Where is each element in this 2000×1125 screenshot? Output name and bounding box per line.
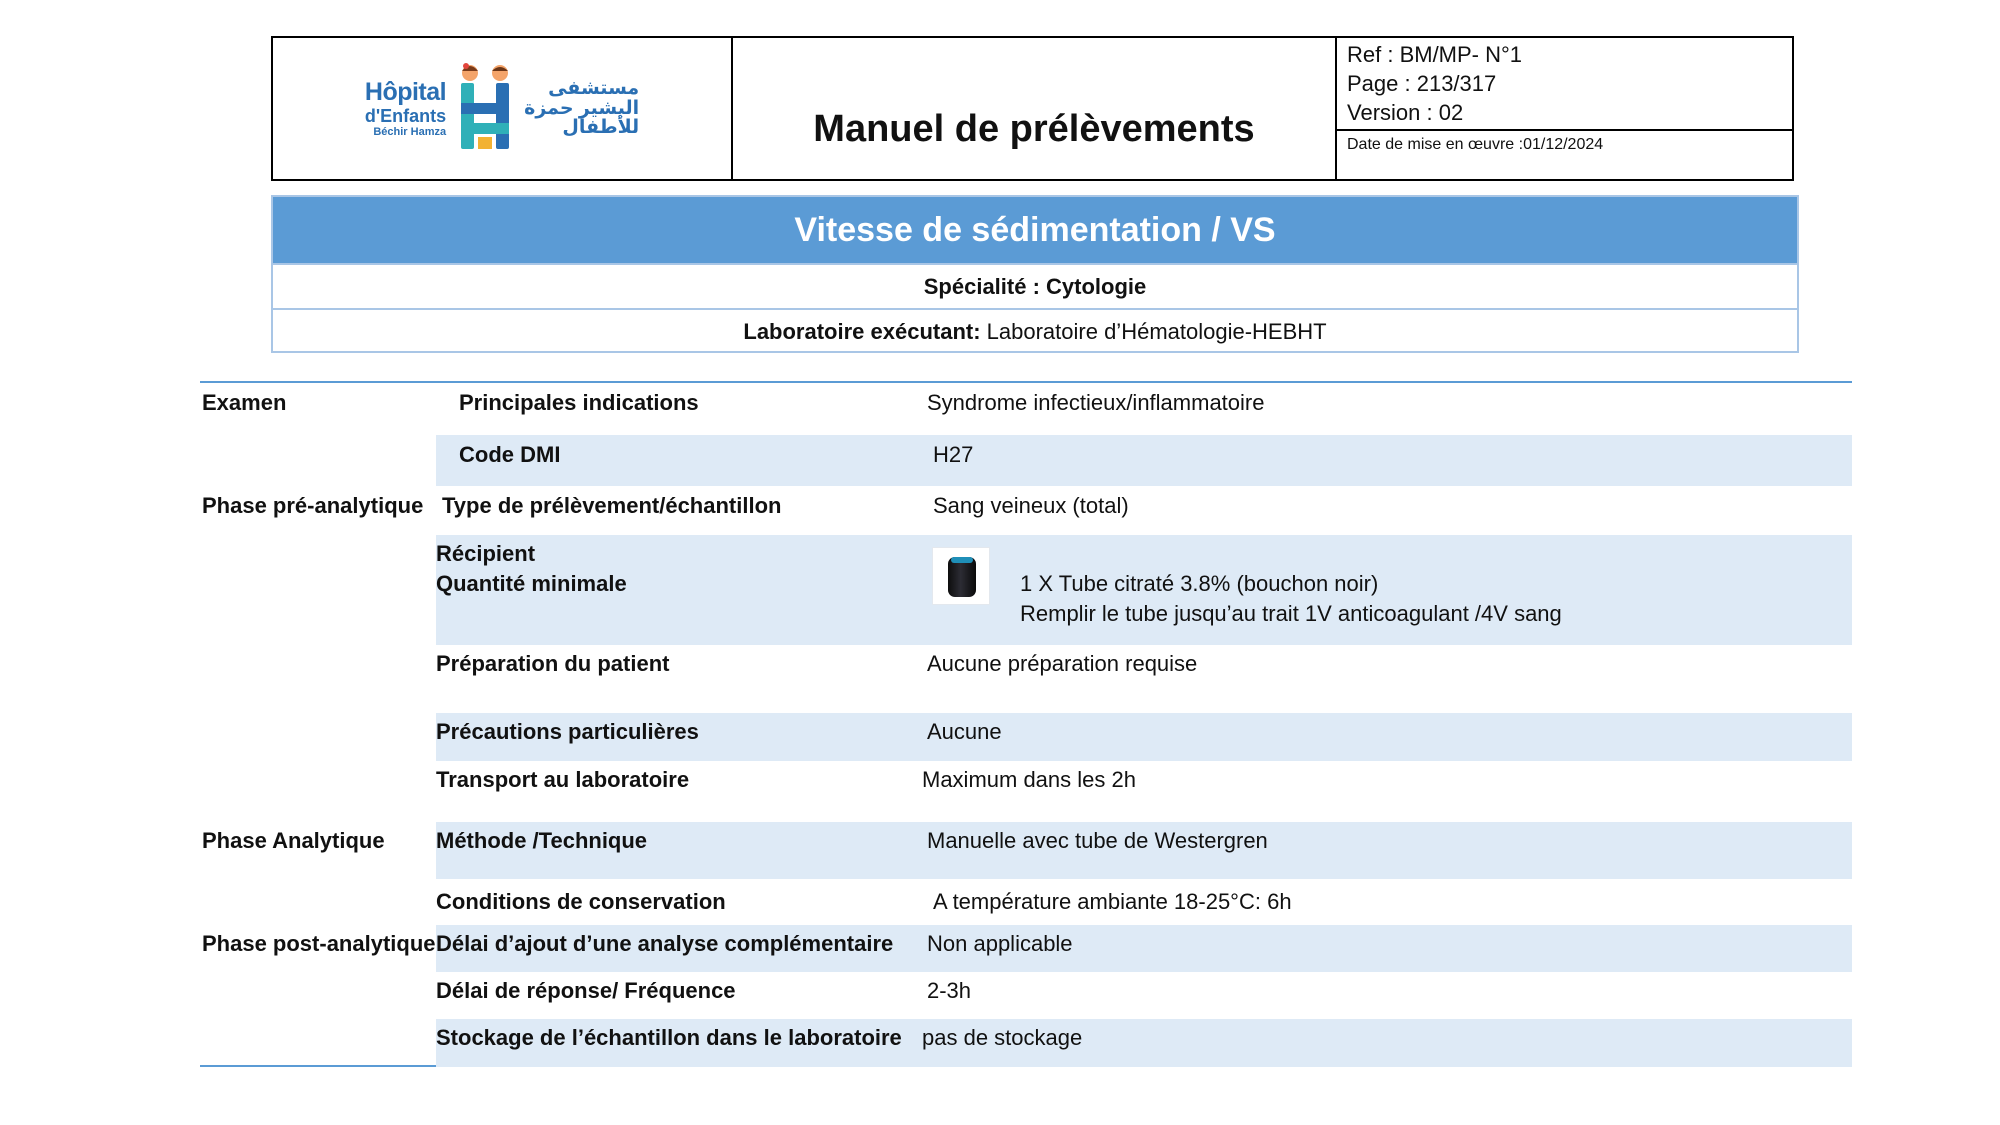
row-value: Manuelle avec tube de Westergren xyxy=(927,828,1268,853)
row-label: Récipient xyxy=(436,541,536,566)
table-row xyxy=(200,925,1852,972)
manual-title-cell xyxy=(733,38,1337,179)
specialite-label: Spécialité : Cytologie xyxy=(923,273,1147,299)
doc-ref: Ref : BM/MP- N°1 xyxy=(1347,42,1523,67)
table-row xyxy=(200,761,1852,822)
row-value: Non applicable xyxy=(927,931,1073,956)
table-row xyxy=(200,1019,1852,1067)
phase-analytique: Phase Analytique xyxy=(202,828,385,853)
logo-arabic-line1: مستشفى xyxy=(548,77,640,99)
document-meta xyxy=(1337,38,1792,179)
row-value: 1 X Tube citraté 3.8% (bouchon noir) xyxy=(1020,571,1379,596)
hospital-logo xyxy=(273,38,733,179)
phase-pre-analytique: Phase pré-analytique xyxy=(202,493,424,518)
row-label: Délai d’ajout d’une analyse complémentaire xyxy=(436,931,894,956)
row-label-secondary: Quantité minimale xyxy=(436,571,627,596)
exam-details-table xyxy=(200,381,1852,1067)
row-value: 2-3h xyxy=(927,978,972,1003)
row-value: H27 xyxy=(933,442,974,467)
row-label: Code DMI xyxy=(459,442,561,467)
manual-title: Manuel de prélèvements xyxy=(813,108,1255,150)
row-value: A température ambiante 18-25°C: 6h xyxy=(933,889,1292,914)
children-h-emblem-icon xyxy=(456,63,514,155)
row-label: Conditions de conservation xyxy=(436,889,726,914)
doc-date: Date de mise en œuvre :01/12/2024 xyxy=(1347,136,1604,153)
doc-version: Version : 02 xyxy=(1347,100,1464,125)
table-row xyxy=(200,535,1852,645)
row-label: Type de prélèvement/échantillon xyxy=(442,493,782,518)
row-label: Méthode /Technique xyxy=(436,828,648,853)
phase-post-analytique: Phase post-analytique xyxy=(202,931,436,956)
table-row xyxy=(200,645,1852,713)
laboratoire-value: Laboratoire d’Hématologie-HEBHT xyxy=(980,318,1327,344)
logo-arabic-line3: للأطفال xyxy=(562,117,640,139)
row-label: Délai de réponse/ Fréquence xyxy=(436,978,736,1003)
row-value: Aucune xyxy=(927,719,1002,744)
row-value-secondary: Remplir le tube jusqu’au trait 1V anticoagulant /4V sang xyxy=(1020,601,1562,626)
black-cap-tube-icon xyxy=(932,547,990,605)
laboratoire-label: Laboratoire exécutant: xyxy=(743,318,981,344)
row-value: Maximum dans les 2h xyxy=(922,767,1136,792)
table-row xyxy=(200,383,1852,435)
row-value: pas de stockage xyxy=(922,1025,1083,1050)
specialite-row xyxy=(273,263,1797,308)
table-row xyxy=(200,486,1852,535)
table-row xyxy=(200,435,1852,486)
row-label: Préparation du patient xyxy=(436,651,670,676)
row-label: Stockage de l’échantillon dans le laboratoire xyxy=(436,1025,902,1050)
laboratoire-row xyxy=(273,308,1797,353)
row-value: Sang veineux (total) xyxy=(933,493,1129,518)
row-label: Précautions particulières xyxy=(436,719,699,744)
row-label: Transport au laboratoire xyxy=(436,767,690,792)
table-row xyxy=(200,822,1852,879)
logo-text-line3: Béchir Hamza xyxy=(373,125,447,138)
row-label: Principales indications xyxy=(459,390,699,415)
logo-text-line2: d'Enfants xyxy=(364,105,447,126)
table-row xyxy=(200,972,1852,1019)
table-row xyxy=(200,879,1852,925)
exam-banner xyxy=(271,195,1799,353)
logo-text-line1: Hôpital xyxy=(364,77,447,106)
row-value: Syndrome infectieux/inflammatoire xyxy=(927,390,1265,415)
exam-title: Vitesse de sédimentation / VS xyxy=(794,210,1276,249)
document-header xyxy=(271,36,1794,181)
row-value: Aucune préparation requise xyxy=(927,651,1198,676)
doc-page: Page : 213/317 xyxy=(1347,71,1497,96)
phase-examen: Examen xyxy=(202,390,287,415)
table-row xyxy=(200,713,1852,761)
logo-arabic-line2: البشير حمزة xyxy=(524,97,640,119)
